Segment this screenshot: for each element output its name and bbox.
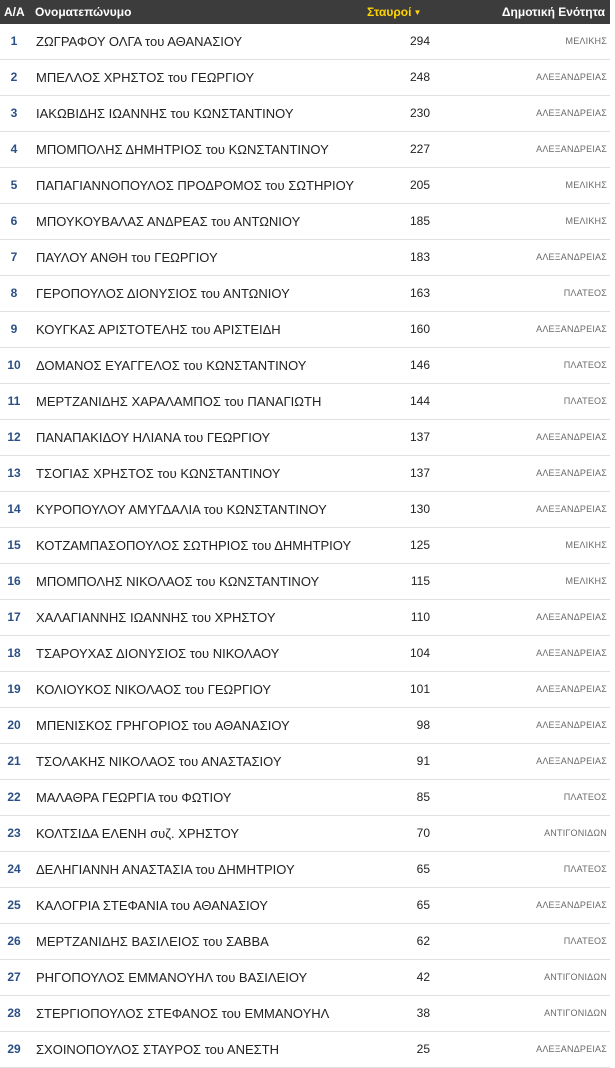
row-number: 13 (7, 466, 21, 480)
vote-count: 205 (409, 178, 430, 192)
municipal-unit: ΑΛΕΞΑΝΔΡΕΙΑΣ (536, 504, 607, 514)
row-number: 5 (10, 178, 18, 192)
column-header-name[interactable]: Ονοματεπώνυμο (35, 5, 132, 19)
vote-count: 146 (409, 358, 430, 372)
row-number: 29 (7, 1042, 21, 1056)
municipal-unit: ΠΛΑΤΕΟΣ (563, 360, 607, 370)
table-row (0, 456, 610, 492)
vote-count: 115 (410, 574, 430, 588)
municipal-unit: ΑΛΕΞΑΝΔΡΕΙΑΣ (536, 468, 607, 478)
table-row (0, 744, 610, 780)
table-row (0, 204, 610, 240)
row-number: 18 (7, 646, 21, 660)
municipal-unit: ΑΝΤΙΓΟΝΙΔΩΝ (544, 972, 607, 982)
table-row (0, 780, 610, 816)
candidate-name: ΚΥΡΟΠΟΥΛΟΥ ΑΜΥΓΔΑΛΙΑ του ΚΩΝΣΤΑΝΤΙΝΟΥ (36, 502, 327, 517)
municipal-unit: ΠΛΑΤΕΟΣ (563, 288, 607, 298)
municipal-unit: ΑΛΕΞΑΝΔΡΕΙΑΣ (536, 144, 607, 154)
candidate-name: ΓΕΡΟΠΟΥΛΟΣ ΔΙΟΝΥΣΙΟΣ του ΑΝΤΩΝΙΟΥ (36, 286, 290, 301)
candidate-name: ΤΣΟΓΙΑΣ ΧΡΗΣΤΟΣ του ΚΩΝΣΤΑΝΤΙΝΟΥ (36, 466, 281, 481)
candidate-name: ΚΟΤΖΑΜΠΑΣΟΠΟΥΛΟΣ ΣΩΤΗΡΙΟΣ του ΔΗΜΗΤΡΙΟΥ (36, 538, 352, 553)
vote-count: 62 (416, 934, 430, 948)
municipal-unit: ΑΛΕΞΑΝΔΡΕΙΑΣ (536, 432, 607, 442)
row-number: 20 (7, 718, 21, 732)
candidate-name: ΣΧΟΙΝΟΠΟΥΛΟΣ ΣΤΑΥΡΟΣ του ΑΝΕΣΤΗ (36, 1042, 279, 1057)
row-number: 23 (7, 826, 21, 840)
municipal-unit: ΑΛΕΞΑΝΔΡΕΙΑΣ (536, 720, 607, 730)
candidate-name: ΜΠΟΜΠΟΛΗΣ ΔΗΜΗΤΡΙΟΣ του ΚΩΝΣΤΑΝΤΙΝΟΥ (36, 142, 329, 157)
municipal-unit: ΠΛΑΤΕΟΣ (563, 792, 607, 802)
table-row (0, 708, 610, 744)
candidate-name: ΖΩΓΡΑΦΟΥ ΟΛΓΑ του ΑΘΑΝΑΣΙΟΥ (36, 34, 243, 49)
candidate-name: ΧΑΛΑΓΙΑΝΝΗΣ ΙΩΑΝΝΗΣ του ΧΡΗΣΤΟΥ (36, 610, 276, 625)
row-number: 15 (7, 538, 21, 552)
municipal-unit: ΑΛΕΞΑΝΔΡΕΙΑΣ (536, 108, 607, 118)
candidate-name: ΚΟΥΓΚΑΣ ΑΡΙΣΤΟΤΕΛΗΣ του ΑΡΙΣΤΕΙΔΗ (36, 322, 281, 337)
vote-count: 101 (409, 682, 430, 696)
candidate-name: ΤΣΑΡΟΥΧΑΣ ΔΙΟΝΥΣΙΟΣ του ΝΙΚΟΛΑΟΥ (36, 646, 280, 661)
vote-count: 65 (416, 898, 430, 912)
candidate-name: ΜΑΛΑΘΡΑ ΓΕΩΡΓΙΑ του ΦΩΤΙΟΥ (36, 790, 232, 805)
table-row (0, 60, 610, 96)
municipal-unit: ΑΛΕΞΑΝΔΡΕΙΑΣ (536, 648, 607, 658)
municipal-unit: ΑΝΤΙΓΟΝΙΔΩΝ (544, 828, 607, 838)
vote-count: 91 (416, 754, 430, 768)
candidate-name: ΜΠΕΝΙΣΚΟΣ ΓΡΗΓΟΡΙΟΣ του ΑΘΑΝΑΣΙΟΥ (36, 718, 290, 733)
table-row (0, 492, 610, 528)
table-row (0, 384, 610, 420)
municipal-unit: ΠΛΑΤΕΟΣ (563, 936, 607, 946)
table-row (0, 24, 610, 60)
municipal-unit: ΜΕΛΙΚΗΣ (565, 216, 607, 226)
candidate-name: ΣΤΕΡΓΙΟΠΟΥΛΟΣ ΣΤΕΦΑΝΟΣ του ΕΜΜΑΝΟΥΗΛ (36, 1006, 330, 1021)
candidate-name: ΠΑΥΛΟΥ ΑΝΘΗ του ΓΕΩΡΓΙΟΥ (36, 250, 218, 265)
candidate-name: ΜΠΟΥΚΟΥΒΑΛΑΣ ΑΝΔΡΕΑΣ του ΑΝΤΩΝΙΟΥ (36, 214, 301, 229)
column-header-votes[interactable] (367, 5, 421, 19)
vote-count: 160 (409, 322, 430, 336)
table-row (0, 96, 610, 132)
table-row (0, 924, 610, 960)
row-number: 1 (10, 34, 18, 48)
vote-count: 42 (416, 970, 430, 984)
table-row (0, 888, 610, 924)
candidate-name: ΠΑΝΑΠΑΚΙΔΟΥ ΗΛΙΑΝΑ του ΓΕΩΡΓΙΟΥ (36, 430, 271, 445)
municipal-unit: ΑΛΕΞΑΝΔΡΕΙΑΣ (536, 684, 607, 694)
vote-count: 230 (409, 106, 430, 120)
municipal-unit: ΑΛΕΞΑΝΔΡΕΙΑΣ (536, 756, 607, 766)
row-number: 25 (7, 898, 21, 912)
candidate-name: ΜΠΟΜΠΟΛΗΣ ΝΙΚΟΛΑΟΣ του ΚΩΝΣΤΑΝΤΙΝΟΥ (36, 574, 320, 589)
table-row (0, 960, 610, 996)
row-number: 9 (10, 322, 18, 336)
row-number: 12 (7, 430, 21, 444)
row-number: 22 (7, 790, 21, 804)
column-header-aa[interactable]: Α/Α (4, 5, 25, 19)
table-row (0, 348, 610, 384)
candidate-name: ΚΑΛΟΓΡΙΑ ΣΤΕΦΑΝΙΑ του ΑΘΑΝΑΣΙΟΥ (36, 898, 268, 913)
candidate-name: ΤΣΟΛΑΚΗΣ ΝΙΚΟΛΑΟΣ του ΑΝΑΣΤΑΣΙΟΥ (36, 754, 282, 769)
candidate-name: ΔΕΛΗΓΙΑΝΝΗ ΑΝΑΣΤΑΣΙΑ του ΔΗΜΗΤΡΙΟΥ (36, 862, 295, 877)
vote-count: 110 (410, 610, 430, 624)
row-number: 2 (10, 70, 18, 84)
table-row (0, 168, 610, 204)
table-row (0, 528, 610, 564)
vote-count: 183 (409, 250, 430, 264)
vote-count: 248 (409, 70, 430, 84)
column-header-votes-label: Σταυροί (367, 5, 412, 19)
table-row (0, 420, 610, 456)
table-row (0, 312, 610, 348)
table-row (0, 636, 610, 672)
row-number: 4 (10, 142, 18, 156)
vote-count: 85 (416, 790, 430, 804)
municipal-unit: ΑΛΕΞΑΝΔΡΕΙΑΣ (536, 900, 607, 910)
table-row (0, 564, 610, 600)
table-row (0, 852, 610, 888)
row-number: 8 (10, 286, 18, 300)
row-number: 19 (7, 682, 21, 696)
municipal-unit: ΜΕΛΙΚΗΣ (565, 576, 607, 586)
candidate-name: ΜΠΕΛΛΟΣ ΧΡΗΣΤΟΣ του ΓΕΩΡΓΙΟΥ (36, 70, 255, 85)
municipal-unit: ΑΛΕΞΑΝΔΡΕΙΑΣ (536, 72, 607, 82)
vote-count: 65 (416, 862, 430, 876)
candidate-name: ΙΑΚΩΒΙΔΗΣ ΙΩΑΝΝΗΣ του ΚΩΝΣΤΑΝΤΙΝΟΥ (36, 106, 294, 121)
row-number: 3 (10, 106, 18, 120)
vote-count: 294 (409, 34, 430, 48)
candidate-name: ΔΟΜΑΝΟΣ ΕΥΑΓΓΕΛΟΣ του ΚΩΝΣΤΑΝΤΙΝΟΥ (36, 358, 307, 373)
row-number: 10 (7, 358, 21, 372)
candidate-name: ΡΗΓΟΠΟΥΛΟΣ ΕΜΜΑΝΟΥΗΛ του ΒΑΣΙΛΕΙΟΥ (36, 970, 308, 985)
row-number: 21 (7, 754, 21, 768)
candidate-name: ΚΟΛΙΟΥΚΟΣ ΝΙΚΟΛΑΟΣ του ΓΕΩΡΓΙΟΥ (36, 682, 272, 697)
table-row (0, 816, 610, 852)
row-number: 6 (10, 214, 18, 228)
vote-count: 38 (416, 1006, 430, 1020)
table-row (0, 996, 610, 1032)
vote-count: 130 (409, 502, 430, 516)
candidate-name: ΚΟΛΤΣΙΔΑ ΕΛΕΝΗ συζ. ΧΡΗΣΤΟΥ (36, 826, 240, 841)
row-number: 16 (7, 574, 21, 588)
table-row (0, 132, 610, 168)
table-row (0, 672, 610, 708)
table-row (0, 240, 610, 276)
table-header (0, 0, 610, 24)
row-number: 14 (7, 502, 21, 516)
row-number: 27 (7, 970, 21, 984)
row-number: 11 (7, 394, 21, 408)
row-number: 7 (10, 250, 18, 264)
row-number: 24 (7, 862, 21, 876)
table-body (0, 24, 610, 1068)
municipal-unit: ΜΕΛΙΚΗΣ (565, 180, 607, 190)
candidate-name: ΜΕΡΤΖΑΝΙΔΗΣ ΒΑΣΙΛΕΙΟΣ του ΣΑΒΒΑ (36, 934, 269, 949)
vote-count: 144 (409, 394, 430, 408)
vote-count: 137 (409, 466, 430, 480)
vote-count: 70 (416, 826, 430, 840)
vote-count: 125 (409, 538, 430, 552)
municipal-unit: ΑΛΕΞΑΝΔΡΕΙΑΣ (536, 612, 607, 622)
table-row (0, 276, 610, 312)
candidate-name: ΠΑΠΑΓΙΑΝΝΟΠΟΥΛΟΣ ΠΡΟΔΡΟΜΟΣ του ΣΩΤΗΡΙΟΥ (36, 178, 354, 193)
municipal-unit: ΜΕΛΙΚΗΣ (565, 36, 607, 46)
municipal-unit: ΑΛΕΞΑΝΔΡΕΙΑΣ (536, 252, 607, 262)
row-number: 26 (7, 934, 21, 948)
municipal-unit: ΠΛΑΤΕΟΣ (563, 864, 607, 874)
municipal-unit: ΑΝΤΙΓΟΝΙΔΩΝ (544, 1008, 607, 1018)
row-number: 17 (7, 610, 21, 624)
municipal-unit: ΠΛΑΤΕΟΣ (563, 396, 607, 406)
row-number: 28 (7, 1006, 21, 1020)
sort-desc-icon: ▼ (413, 8, 422, 17)
vote-count: 25 (416, 1042, 430, 1056)
municipal-unit: ΑΛΕΞΑΝΔΡΕΙΑΣ (536, 324, 607, 334)
candidate-name: ΜΕΡΤΖΑΝΙΔΗΣ ΧΑΡΑΛΑΜΠΟΣ του ΠΑΝΑΓΙΩΤΗ (36, 394, 322, 409)
vote-count: 227 (409, 142, 430, 156)
vote-count: 137 (409, 430, 430, 444)
column-header-unit[interactable]: Δημοτική Ενότητα (501, 5, 605, 19)
table-row (0, 1032, 610, 1068)
vote-count: 98 (416, 718, 430, 732)
municipal-unit: ΑΛΕΞΑΝΔΡΕΙΑΣ (536, 1044, 607, 1054)
vote-count: 104 (409, 646, 430, 660)
vote-count: 185 (409, 214, 430, 228)
municipal-unit: ΜΕΛΙΚΗΣ (565, 540, 607, 550)
table-row (0, 600, 610, 636)
vote-count: 163 (409, 286, 430, 300)
